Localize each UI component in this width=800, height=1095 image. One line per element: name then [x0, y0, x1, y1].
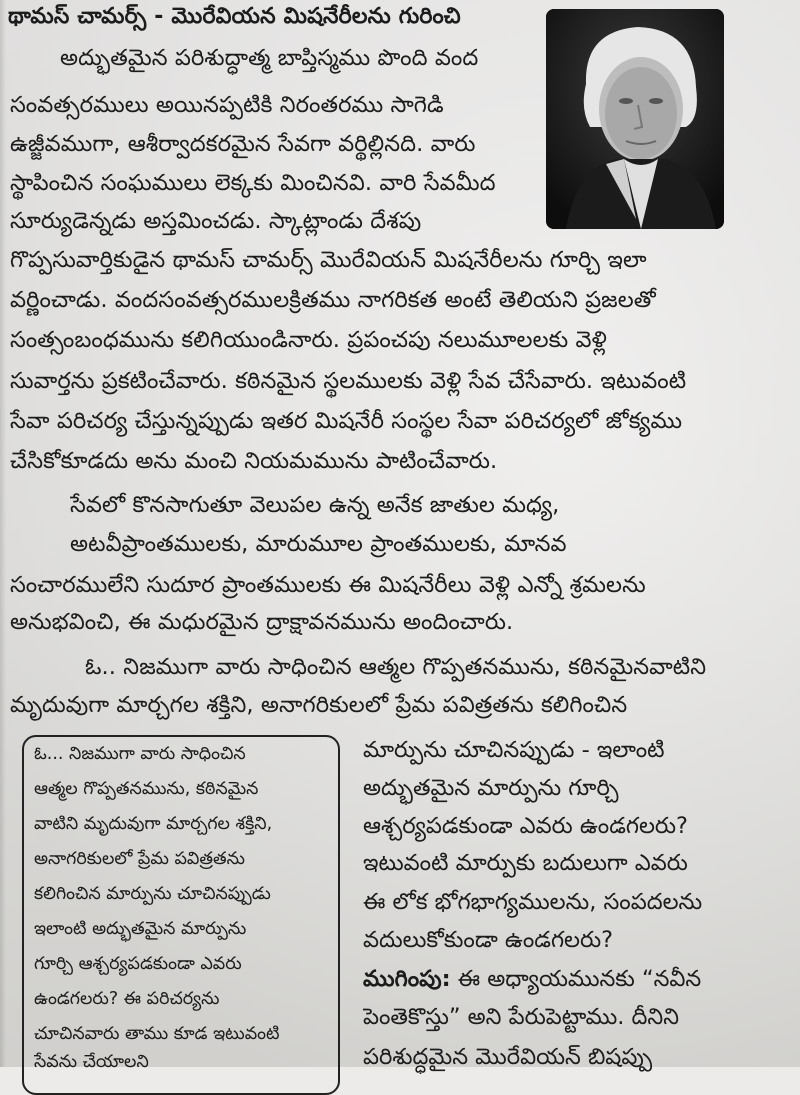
paragraph-line: అద్భుతమైన మార్పును గూర్చి: [363, 775, 619, 801]
paragraph-line: సంత్సంబంధమును కలిగియుండినారు. ప్రపంచపు నలుమూలలకు వెళ్లి: [10, 327, 607, 353]
conclusion-line: [363, 962, 783, 996]
paragraph-line: అటవీప్రాంతములకు, మారుమూల ప్రాంతములకు, మానవ: [70, 531, 567, 557]
paragraph-line: ఇటువంటి మార్పుకు బదులుగా ఎవరు: [363, 850, 688, 876]
pull-quote-line: ఉండగలరు? ఈ పరిచర్యను: [34, 989, 220, 1009]
pull-quote-line: సేవను చేయాలని: [34, 1052, 149, 1072]
paragraph-line: సంచారములేని సుదూర ప్రాంతములకు ఈ మిషనేరీలు వెళ్లి ఎన్నో శ్రమలను: [10, 572, 646, 598]
paragraph-line: సేవలో కొనసాగుతూ వెలుపల ఉన్న అనేక జాతుల మధ్య,: [70, 492, 560, 518]
page-spine-shadow: [0, 0, 6, 1067]
pull-quote-line: గూర్చి ఆశ్చర్యపడకుండా ఎవరు: [34, 954, 242, 974]
pull-quote-line: కలిగించిన మార్పును చూచినప్పుడు: [34, 884, 271, 904]
pull-quote-line: అనాగరికులలో ప్రేమ పవిత్రతను: [34, 849, 245, 869]
section-heading: థామస్ చామర్స్ - మొరేవియన మిషనేరీలను గురించి: [8, 4, 461, 29]
conclusion-label: ముగింపు:: [363, 966, 451, 992]
conclusion-text: ఈ అధ్యాయమునకు “నవీన: [457, 966, 702, 992]
pull-quote-line: ఆత్మల గొప్పతనమును, కఠినమైన: [34, 779, 259, 799]
portrait-photo: [546, 9, 724, 229]
paragraph-line: వర్ణించాడు. వందసంవత్సరములక్రితము నాగరికత అంటే తెలియని ప్రజలతో: [10, 287, 656, 313]
portrait-photo-icon: [546, 9, 724, 229]
pull-quote-line: చూచినవారు తాము కూడ ఇటువంటి: [34, 1024, 280, 1044]
paragraph-line: ఉజ్జీవముగా, ఆశీర్వాదకరమైన సేవగా వర్థిల్లినది. వారు: [10, 131, 476, 157]
conclusion-line: పెంతెకొస్తు” అని పేరుపెట్టాము. దీనిని: [363, 1004, 680, 1030]
paragraph-line: అద్భుతమైన పరిశుద్ధాత్మ బాప్తిస్మము పొంది వంద: [60, 45, 479, 71]
paragraph-line: సేవా పరిచర్య చేస్తున్నప్పుడు ఇతర మిషనేరీ సంస్థల సేవా పరిచర్యలో జోక్యము: [10, 408, 683, 434]
paragraph-line: ఆశ్చర్యపడకుండా ఎవరు ఉండగలరు?: [363, 813, 689, 839]
paragraph-line: సంవత్సరములు అయినప్పటికి నిరంతరము సాగెడి: [10, 92, 444, 118]
paragraph-line: మృదువుగా మార్చగల శక్తిని, అనాగరికులలో ప్రేమ పవిత్రతను కలిగించిన: [10, 692, 628, 718]
paragraph-line: గొప్పసువార్తికుడైన థామస్ చామర్స్ మొరేవియన్ మిషనేరీలను గూర్చి ఇలా: [10, 247, 647, 273]
paragraph-line: చేసికోకూడదు అను మంచి నియమమును పాటించేవారు.: [10, 448, 498, 474]
paragraph-line: ఈ లోక భోగభాగ్యములను, సంపదలను: [363, 889, 703, 915]
pull-quote-line: ఇలాంటి అద్భుతమైన మార్పును: [34, 919, 247, 939]
paragraph-line: సూర్యుడెన్నడు అస్తమించడు. స్కాట్లాండు దేశపు: [10, 208, 422, 234]
paragraph-line: ఓ.. నిజముగా వారు సాధించిన ఆత్మల గొప్పతనమును, కఠినమైనవాటిని: [85, 654, 707, 680]
pull-quote-line: వాటిని మృదువుగా మార్చగల శక్తిని,: [34, 814, 273, 834]
paragraph-line: వదులుకోకుండా ఉండగలరు?: [363, 927, 614, 953]
paragraph-line: అనుభవించి, ఈ మధురమైన ద్రాక్షావనమును అందించారు.: [10, 609, 514, 635]
paragraph-line: సువార్తను ప్రకటించేవారు. కఠినమైన స్థలములకు వెళ్లి సేవ చేసేవారు. ఇటువంటి: [10, 368, 687, 394]
conclusion-line: పరిశుద్ధమైన మొరేవియన్ బిషప్పు: [363, 1044, 653, 1070]
paragraph-line: మార్పును చూచినప్పుడు - ఇలాంటి: [363, 737, 665, 763]
pull-quote-line: ఓ... నిజముగా వారు సాధించిన: [34, 744, 246, 764]
paragraph-line: స్థాపించిన సంఘములు లెక్కకు మించినవి. వారి సేవమీద: [10, 170, 496, 196]
